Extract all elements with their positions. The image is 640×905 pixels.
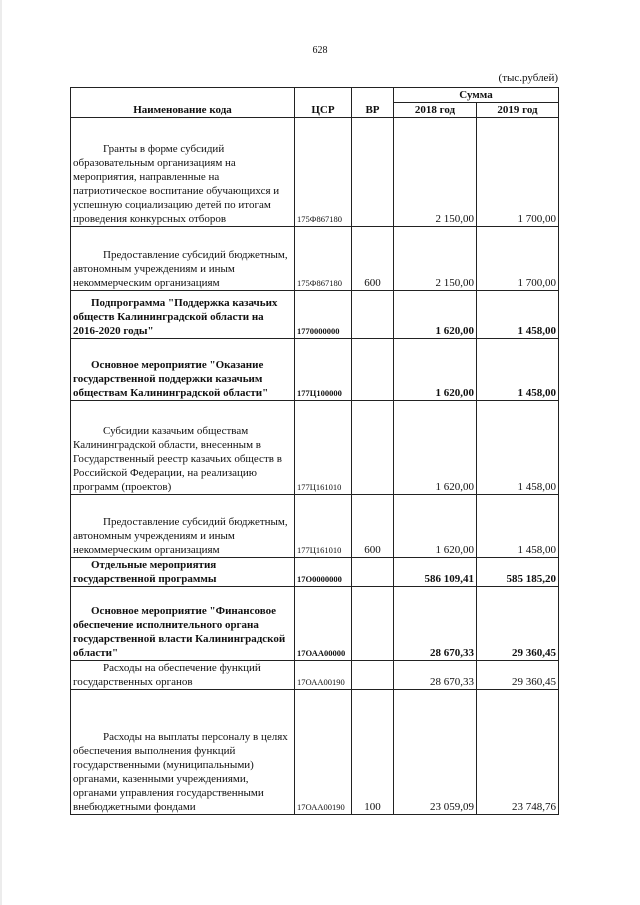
row-vr: 600 xyxy=(352,495,394,558)
row-name-text: Отдельные мероприятия государственной программы xyxy=(73,559,217,585)
row-name xyxy=(71,339,295,401)
row-value-2019: 1 700,00 xyxy=(477,227,559,291)
row-name-text: Подпрограмма "Поддержка казачьих обществ Калининградской области на 2016-2020 годы" xyxy=(73,297,278,337)
row-csr: 17О0000000 xyxy=(295,558,352,587)
header-year-2018: 2018 год xyxy=(394,103,477,118)
row-csr: 17ОАА00000 xyxy=(295,587,352,661)
header-vr: ВР xyxy=(352,88,394,118)
row-csr: 177Ц161010 xyxy=(295,495,352,558)
row-vr: 100 xyxy=(352,690,394,815)
row-value-2018: 2 150,00 xyxy=(394,118,477,227)
row-csr: 175Ф867180 xyxy=(295,118,352,227)
row-value-2018: 28 670,33 xyxy=(394,587,477,661)
row-value-2018: 1 620,00 xyxy=(394,339,477,401)
page-number: 628 xyxy=(312,45,328,56)
row-csr: 175Ф867180 xyxy=(295,227,352,291)
row-csr: 177Ц161010 xyxy=(295,401,352,495)
row-value-2019: 1 458,00 xyxy=(477,495,559,558)
row-vr: 600 xyxy=(352,227,394,291)
budget-table xyxy=(70,87,559,815)
row-name xyxy=(71,118,295,227)
row-vr xyxy=(352,118,394,227)
row-value-2019: 1 458,00 xyxy=(477,339,559,401)
row-value-2019: 29 360,45 xyxy=(477,587,559,661)
row-name-text: Расходы на выплаты персоналу в целях обеспечения выполнения функций государственными (муниципальными) органами, казенными учреждениями, органами управления государственными внебюджетными фондами xyxy=(73,731,288,813)
header-csr: ЦСР xyxy=(295,88,352,118)
row-value-2019: 1 458,00 xyxy=(477,401,559,495)
table-row xyxy=(71,587,559,661)
table-row xyxy=(71,661,559,690)
scan-edge xyxy=(0,0,2,905)
row-value-2019: 1 458,00 xyxy=(477,291,559,339)
units-label: (тыс.рублей) xyxy=(498,72,558,84)
row-value-2018: 1 620,00 xyxy=(394,291,477,339)
header-sum: Сумма xyxy=(394,88,559,103)
row-name xyxy=(71,587,295,661)
row-value-2018: 586 109,41 xyxy=(394,558,477,587)
row-value-2018: 28 670,33 xyxy=(394,661,477,690)
row-name-text: Субсидии казачьим обществам Калининградской области, внесенным в Государственный реестр казачьих обществ в Российской Федерации, на реализацию программ (проектов) xyxy=(73,425,282,493)
row-value-2019: 585 185,20 xyxy=(477,558,559,587)
table-row xyxy=(71,558,559,587)
header-name: Наименование кода xyxy=(71,88,295,118)
row-name xyxy=(71,495,295,558)
table-row xyxy=(71,401,559,495)
table-row xyxy=(71,118,559,227)
table-row xyxy=(71,291,559,339)
row-vr xyxy=(352,587,394,661)
table-row xyxy=(71,495,559,558)
row-name xyxy=(71,291,295,339)
row-name-text: Гранты в форме субсидий образовательным организациям на мероприятия, направленные на патриотическое воспитание обучающихся и успешную социализацию детей по итогам проведения конкурсных отборов xyxy=(73,143,280,225)
row-value-2018: 1 620,00 xyxy=(394,495,477,558)
row-name xyxy=(71,558,295,587)
header-row-1 xyxy=(71,88,559,103)
row-name xyxy=(71,401,295,495)
row-name-text: Основное мероприятие "Оказание государственной поддержки казачьим обществам Калининградской области" xyxy=(73,359,269,399)
row-name-text: Основное мероприятие "Финансовое обеспечение исполнительного органа государственной власти Калининградской области" xyxy=(73,605,286,659)
row-name-text: Предоставление субсидий бюджетным, автономным учреждениям и иным некоммерческим организациям xyxy=(73,516,288,556)
row-value-2019: 29 360,45 xyxy=(477,661,559,690)
row-csr: 177Ц100000 xyxy=(295,339,352,401)
row-value-2019: 1 700,00 xyxy=(477,118,559,227)
row-vr xyxy=(352,661,394,690)
row-vr xyxy=(352,339,394,401)
row-value-2018: 23 059,09 xyxy=(394,690,477,815)
row-name xyxy=(71,690,295,815)
row-vr xyxy=(352,558,394,587)
row-csr: 17ОАА00190 xyxy=(295,690,352,815)
row-name-text: Расходы на обеспечение функций государственных органов xyxy=(73,662,261,688)
header-year-2019: 2019 год xyxy=(477,103,559,118)
row-value-2018: 1 620,00 xyxy=(394,401,477,495)
table-row xyxy=(71,339,559,401)
row-value-2019: 23 748,76 xyxy=(477,690,559,815)
row-vr xyxy=(352,401,394,495)
table-row xyxy=(71,690,559,815)
row-name-text: Предоставление субсидий бюджетным, автономным учреждениям и иным некоммерческим организациям xyxy=(73,249,288,289)
row-csr: 1770000000 xyxy=(295,291,352,339)
row-name xyxy=(71,661,295,690)
row-value-2018: 2 150,00 xyxy=(394,227,477,291)
row-csr: 17ОАА00190 xyxy=(295,661,352,690)
table-row xyxy=(71,227,559,291)
row-vr xyxy=(352,291,394,339)
row-name xyxy=(71,227,295,291)
